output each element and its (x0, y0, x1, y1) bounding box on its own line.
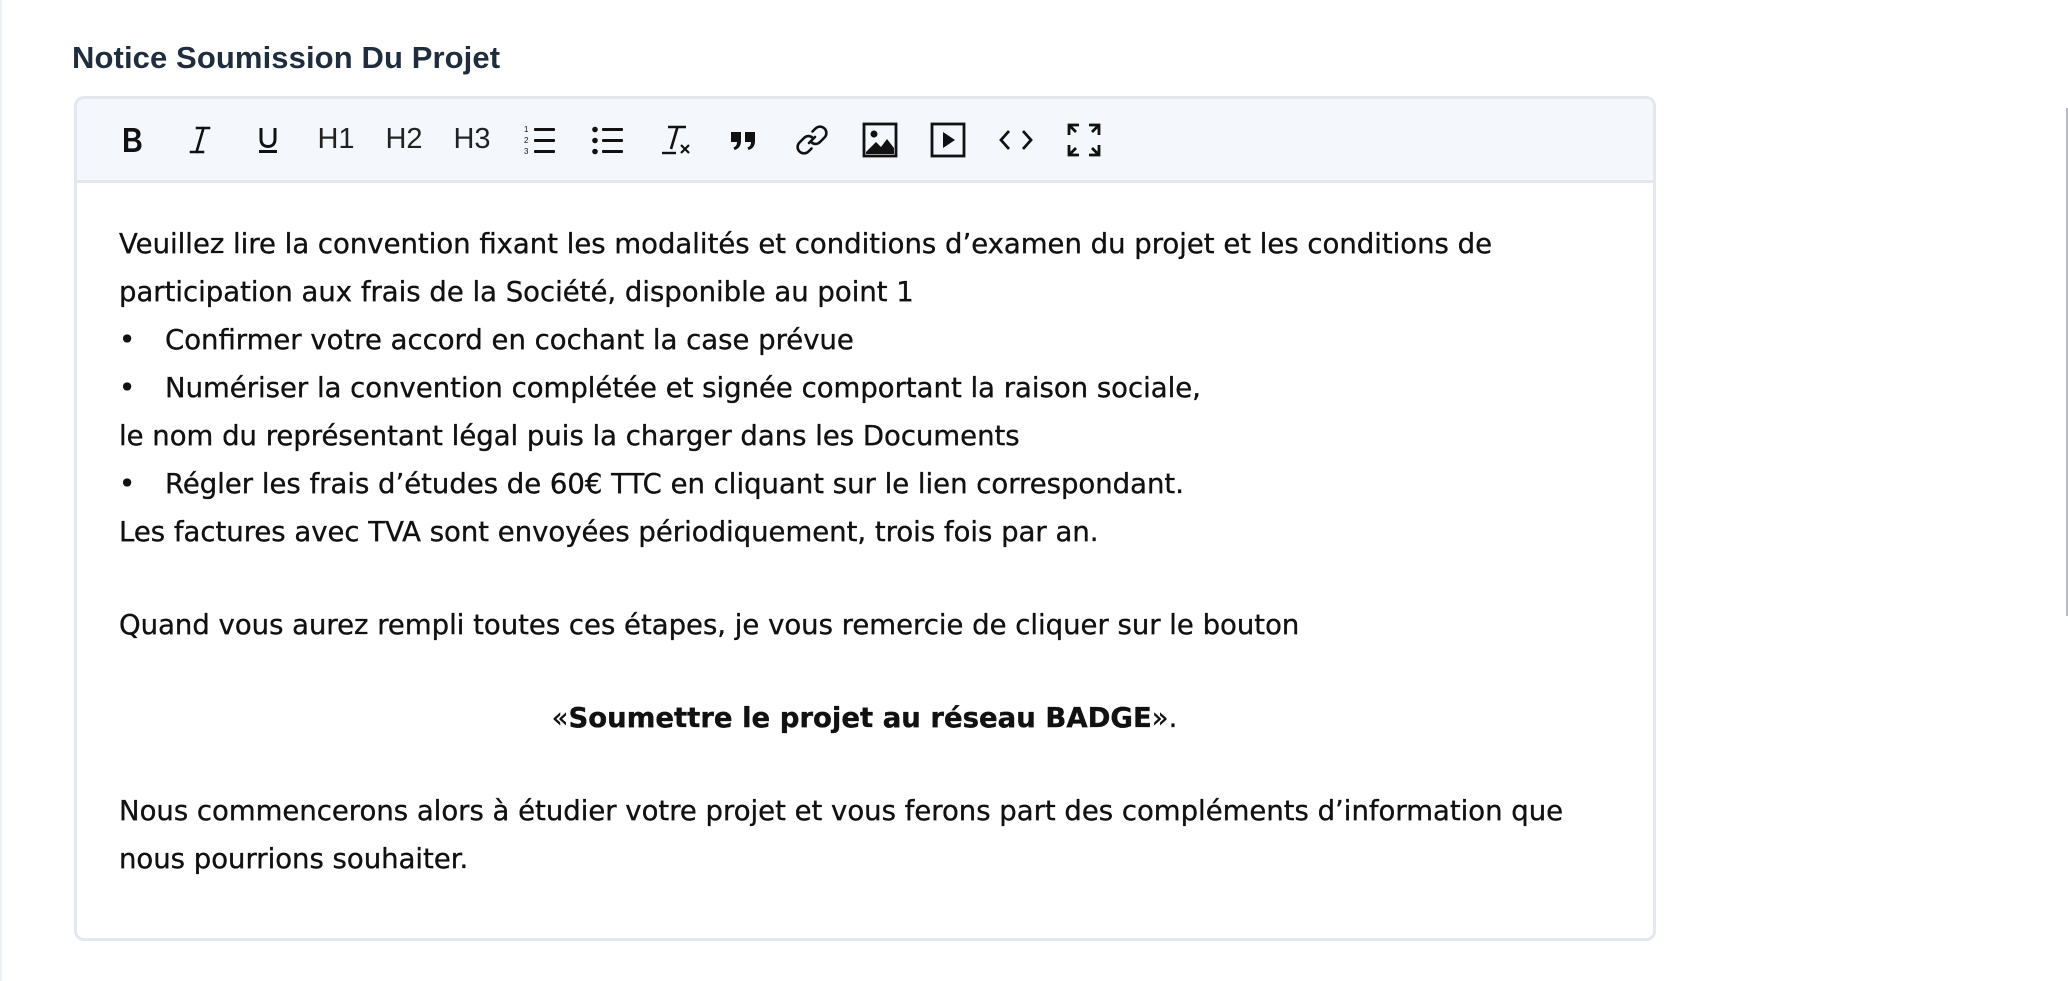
svg-text:1: 1 (524, 124, 529, 134)
unordered-list-button[interactable] (584, 116, 632, 164)
bullet-mark: • (119, 372, 136, 404)
svg-text:3: 3 (524, 146, 529, 156)
underline-icon (253, 124, 283, 156)
video-icon (930, 122, 966, 158)
italic-icon (185, 124, 215, 156)
bullet-text: Numériser la convention complétée et signée comportant la raison sociale, (165, 372, 1201, 404)
video-button[interactable] (924, 116, 972, 164)
blockquote-icon (728, 124, 760, 156)
quote-open: « (551, 702, 569, 734)
heading-3-button[interactable]: H3 (453, 123, 491, 155)
image-icon (862, 122, 898, 158)
clear-format-button[interactable] (652, 116, 700, 164)
bullet-item-3 (119, 460, 1610, 508)
editor-toolbar (77, 99, 1653, 183)
unordered-list-icon (591, 123, 625, 157)
code-icon (998, 126, 1034, 154)
bullet-mark: • (119, 468, 136, 500)
bullet-mark: • (119, 324, 136, 356)
invoices-line: Les factures avec TVA sont envoyées périodiquement, trois fois par an. (119, 516, 1099, 548)
code-button[interactable] (992, 116, 1040, 164)
link-button[interactable] (788, 116, 836, 164)
bullet-text: Confirmer votre accord en cochant la case prévue (165, 324, 854, 356)
bold-button[interactable] (108, 116, 156, 164)
link-icon (795, 123, 829, 157)
intro-line-2: participation aux frais de la Société, disponible au point 1 (119, 276, 914, 308)
bold-icon (117, 124, 147, 156)
clear-format-icon (659, 123, 693, 157)
intro-line-1: Veuillez lire la convention fixant les modalités et conditions d’examen du projet et les conditions de (119, 228, 1492, 260)
blank-line (119, 556, 1610, 601)
fullscreen-button[interactable] (1060, 116, 1108, 164)
heading-2-button[interactable]: H2 (385, 123, 423, 155)
closing-line-1: Nous commencerons alors à étudier votre projet et vous ferons part des compléments d’information que (119, 795, 1564, 827)
underline-button[interactable] (244, 116, 292, 164)
italic-button[interactable] (176, 116, 224, 164)
field-label: Notice Soumission Du Projet (72, 40, 501, 75)
bullet-item-1 (119, 316, 1610, 364)
button-name-line (119, 694, 1610, 742)
heading-1-button[interactable]: H1 (317, 123, 355, 155)
editor-content[interactable] (77, 183, 1653, 883)
blank-line (119, 649, 1610, 694)
image-button[interactable] (856, 116, 904, 164)
svg-text:2: 2 (524, 135, 529, 145)
blockquote-button[interactable] (720, 116, 768, 164)
rich-text-editor[interactable] (74, 96, 1656, 941)
bullet-2-continuation: le nom du représentant légal puis la charger dans les Documents (119, 420, 1020, 452)
ordered-list-button[interactable] (516, 116, 564, 164)
bullet-text: Régler les frais d’études de 60€ TTC en cliquant sur le lien correspondant. (165, 468, 1184, 500)
fullscreen-icon (1067, 123, 1101, 157)
when-done-line: Quand vous aurez rempli toutes ces étapes, je vous remercie de cliquer sur le bouton (119, 609, 1300, 641)
quote-close: ». (1151, 702, 1178, 734)
button-name: Soumettre le projet au réseau BADGE (568, 702, 1152, 734)
ordered-list-icon (523, 123, 557, 157)
blank-line (119, 742, 1610, 787)
bullet-item-2 (119, 364, 1610, 412)
closing-line-2: nous pourrions souhaiter. (119, 843, 469, 875)
